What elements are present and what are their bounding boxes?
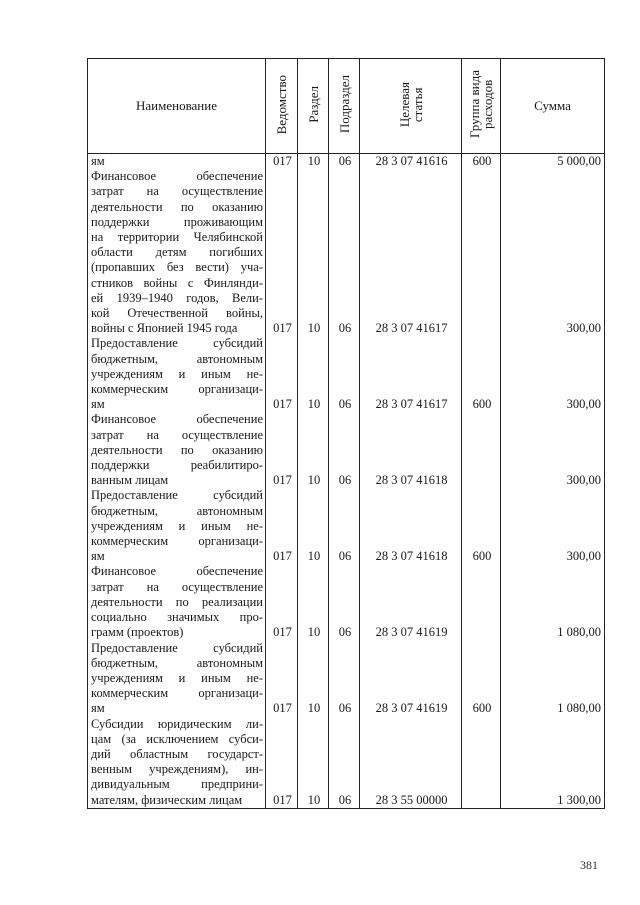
vedomstvo-cell: 017 (266, 641, 298, 717)
row-name-cell (88, 412, 266, 488)
table-row (88, 717, 605, 809)
header-tselevaya-line2: статья (409, 87, 425, 122)
podrazdel-cell: 06 (329, 717, 360, 809)
tselevaya-cell: 28 3 07 41618 (360, 412, 462, 488)
header-tselevaya-label (398, 82, 424, 127)
row-name-line: коммерческим организаци- (91, 382, 263, 397)
row-name-line: мателям, физическим лицам (91, 792, 243, 807)
tselevaya-cell: 28 3 07 41618 (360, 488, 462, 564)
header-vedomstvo (266, 59, 298, 154)
row-name-line: ям (91, 549, 105, 564)
vedomstvo-cell: 017 (266, 488, 298, 564)
row-name-line: Предоставление субсидий (91, 336, 263, 351)
row-name-cell (88, 717, 266, 809)
tselevaya-cell: 28 3 07 41617 (360, 169, 462, 336)
row-name-line: бюджетным, автономным (91, 503, 263, 518)
razdel-cell: 10 (298, 488, 329, 564)
row-name-line: стников войны с Финлянди- (91, 275, 263, 290)
row-name-cell (88, 154, 266, 170)
vedomstvo-cell: 017 (266, 169, 298, 336)
summa-cell: 300,00 (501, 412, 605, 488)
razdel-cell: 10 (298, 154, 329, 170)
header-summa (501, 59, 605, 154)
row-name-line: дий областным государст- (91, 746, 263, 761)
gruppa-cell: 600 (462, 488, 501, 564)
row-name-line: ванным лицам (91, 473, 169, 488)
row-name-line: бюджетным, автономным (91, 655, 263, 670)
gruppa-cell: 600 (462, 154, 501, 170)
summa-cell: 300,00 (501, 488, 605, 564)
tselevaya-cell: 28 3 07 41616 (360, 154, 462, 170)
summa-cell: 5 000,00 (501, 154, 605, 170)
podrazdel-cell: 06 (329, 412, 360, 488)
vedomstvo-cell: 017 (266, 412, 298, 488)
tselevaya-cell: 28 3 07 41619 (360, 641, 462, 717)
header-podrazdel-label: Подраздел (336, 75, 352, 134)
row-name-line: коммерческим организаци- (91, 686, 263, 701)
row-name-line: учреждениям и иным не- (91, 670, 263, 685)
vedomstvo-cell: 017 (266, 154, 298, 170)
summa-cell: 300,00 (501, 169, 605, 336)
row-name-line: затрат на осуществление (91, 184, 263, 199)
gruppa-cell (462, 412, 501, 488)
header-razdel (298, 59, 329, 154)
row-name-line: деятельности по оказанию (91, 199, 263, 214)
table-row (88, 641, 605, 717)
header-gruppa (462, 59, 501, 154)
header-row (88, 59, 605, 154)
header-vedomstvo-label: Ведомство (274, 74, 289, 135)
gruppa-cell (462, 717, 501, 809)
row-name-cell (88, 564, 266, 640)
row-name-cell (88, 641, 266, 717)
row-name-line: войны с Японией 1945 года (91, 321, 238, 336)
header-gruppa-label (468, 70, 494, 138)
tselevaya-cell: 28 3 07 41619 (360, 564, 462, 640)
table-body (88, 154, 605, 809)
row-name-line: Предоставление субсидий (91, 488, 263, 503)
summa-cell: 300,00 (501, 336, 605, 412)
vedomstvo-cell: 017 (266, 564, 298, 640)
table-row (88, 488, 605, 564)
podrazdel-cell: 06 (329, 641, 360, 717)
table-row (88, 154, 605, 170)
vedomstvo-cell: 017 (266, 336, 298, 412)
header-razdel-label: Раздел (305, 86, 321, 123)
tselevaya-cell: 28 3 55 00000 (360, 717, 462, 809)
row-name-line: кой Отечественной войны, (91, 306, 263, 321)
header-podrazdel (329, 59, 360, 154)
gruppa-cell (462, 564, 501, 640)
row-name-cell (88, 336, 266, 412)
row-name-line: Финансовое обеспечение (91, 412, 263, 427)
row-name-line: ям (91, 154, 105, 168)
row-name-line: учреждениям и иным не- (91, 366, 263, 381)
row-name-line: поддержки реабилитиро- (91, 458, 263, 473)
budget-table (87, 58, 605, 809)
row-name-line: деятельности по оказанию (91, 442, 263, 457)
podrazdel-cell: 06 (329, 169, 360, 336)
razdel-cell: 10 (298, 564, 329, 640)
razdel-cell: 10 (298, 412, 329, 488)
row-name-cell (88, 169, 266, 336)
row-name-line: деятельности по реализации (91, 594, 263, 609)
table-row (88, 412, 605, 488)
razdel-cell: 10 (298, 336, 329, 412)
row-name-line: затрат на осуществление (91, 427, 263, 442)
table-row (88, 564, 605, 640)
header-tselevaya (360, 59, 462, 154)
row-name-line: Финансовое обеспечение (91, 169, 263, 184)
razdel-cell: 10 (298, 717, 329, 809)
row-name-line: ей 1939–1940 годов, Вели- (91, 290, 263, 305)
row-name-line: поддержки проживающим (91, 214, 263, 229)
row-name-line: дивидуальным предприни- (91, 777, 263, 792)
gruppa-cell: 600 (462, 336, 501, 412)
row-name-line: бюджетным, автономным (91, 351, 263, 366)
tselevaya-cell: 28 3 07 41617 (360, 336, 462, 412)
row-name-line: (пропавших без вести) уча- (91, 260, 263, 275)
row-name-line: Субсидии юридическим ли- (91, 716, 263, 731)
header-name-label: Наименование (136, 98, 217, 114)
header-tselevaya-line1: Целевая (396, 81, 412, 127)
summa-cell: 1 300,00 (501, 717, 605, 809)
row-name-line: области детям погибших (91, 245, 263, 260)
table-row (88, 169, 605, 336)
razdel-cell: 10 (298, 169, 329, 336)
row-name-line: коммерческим организаци- (91, 534, 263, 549)
vedomstvo-cell: 017 (266, 717, 298, 809)
row-name-line: ям (91, 397, 105, 412)
summa-cell: 1 080,00 (501, 641, 605, 717)
podrazdel-cell: 06 (329, 336, 360, 412)
header-gruppa-line1: Группа вида (467, 70, 482, 139)
row-name-line: Предоставление субсидий (91, 640, 263, 655)
row-name-line: учреждениям и иным не- (91, 518, 263, 533)
summa-cell: 1 080,00 (501, 564, 605, 640)
table-row (88, 336, 605, 412)
podrazdel-cell: 06 (329, 154, 360, 170)
row-name-line: затрат на осуществление (91, 579, 263, 594)
row-name-line: венным учреждениям), ин- (91, 762, 263, 777)
page-number: 381 (580, 858, 598, 872)
header-name (88, 59, 266, 154)
razdel-cell: 10 (298, 641, 329, 717)
header-summa-label: Сумма (534, 98, 571, 114)
header-gruppa-line2: расходов (480, 79, 495, 130)
gruppa-cell (462, 169, 501, 336)
row-name-line: грамм (проектов) (91, 625, 184, 640)
podrazdel-cell: 06 (329, 564, 360, 640)
row-name-line: социально значимых про- (91, 610, 263, 625)
row-name-line: цам (за исключением субси- (91, 731, 263, 746)
row-name-cell (88, 488, 266, 564)
podrazdel-cell: 06 (329, 488, 360, 564)
row-name-line: ям (91, 701, 105, 716)
gruppa-cell: 600 (462, 641, 501, 717)
budget-table-container (87, 58, 604, 845)
row-name-line: на территории Челябинской (91, 230, 263, 245)
row-name-line: Финансовое обеспечение (91, 564, 263, 579)
